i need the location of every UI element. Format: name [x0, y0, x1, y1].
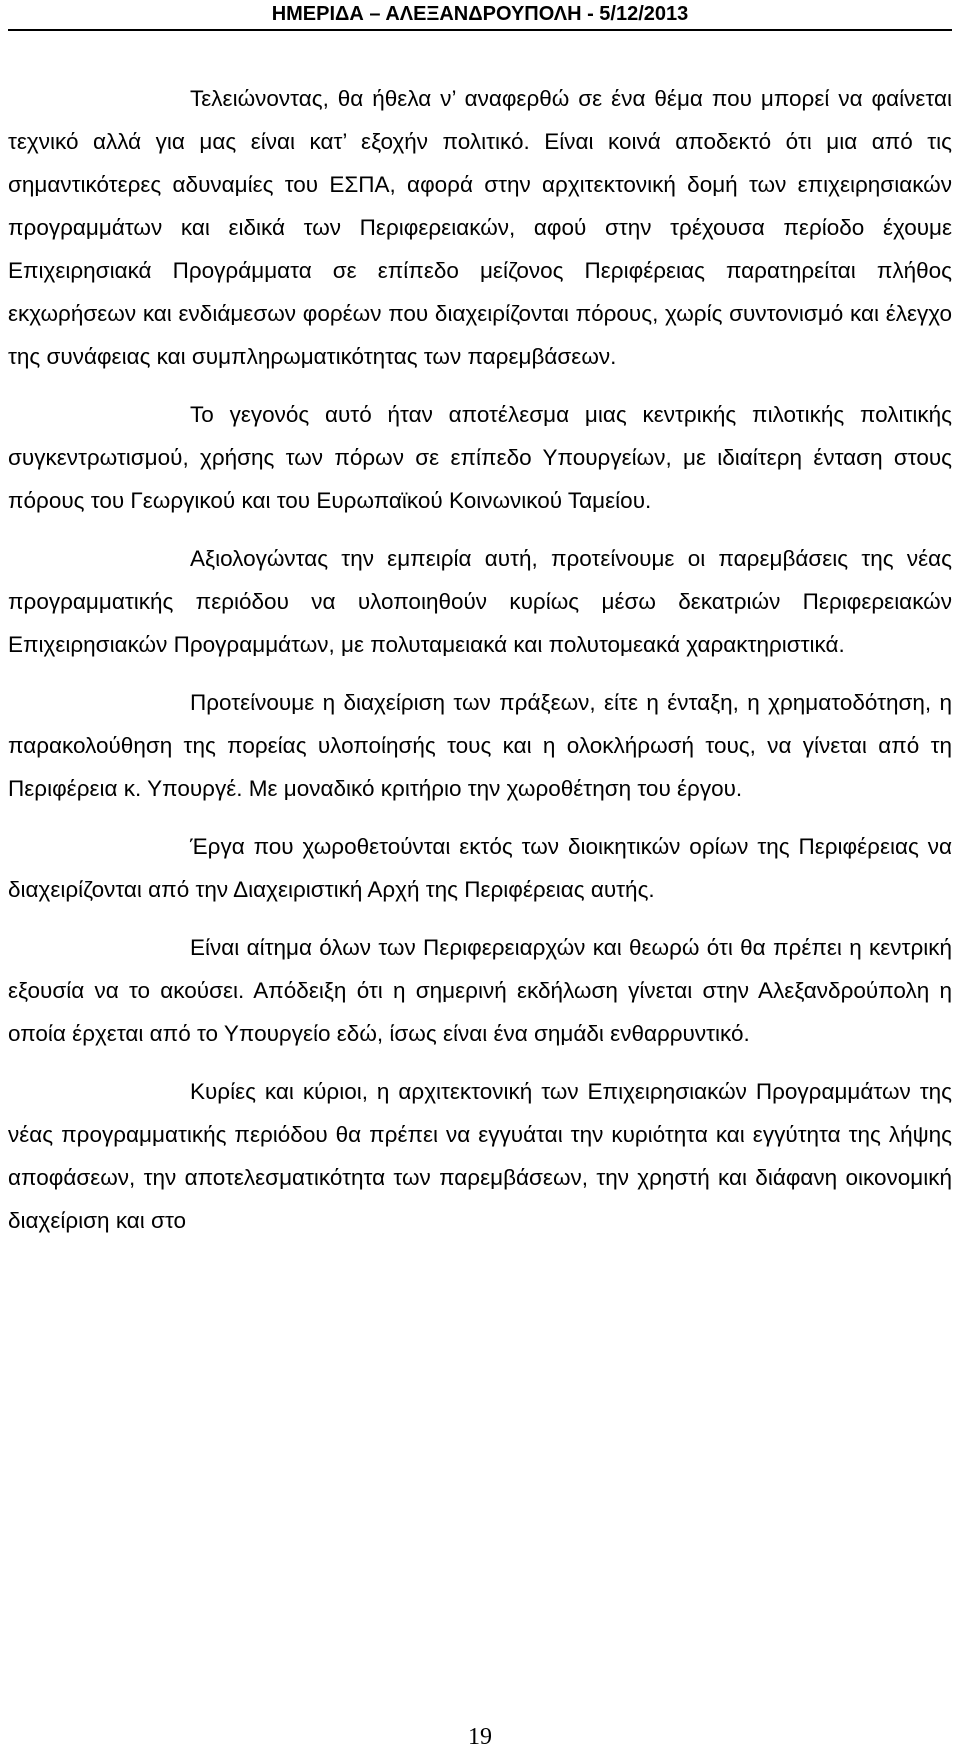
paragraph: Έργα που χωροθετούνται εκτός των διοικητικών ορίων της Περιφέρειας να διαχειρίζονται από την Διαχειριστική Αρχή της Περιφέρειας αυτής.: [8, 834, 952, 902]
document-body: [8, 77, 952, 1257]
paragraph: Αξιολογώντας την εμπειρία αυτή, προτείνουμε οι παρεμβάσεις της νέας προγραμματικής περιόδου να υλοποιηθούν κυρίως μέσω δεκατριών Περιφερειακών Επιχειρησιακών Προγραμμάτων, με πολυταμειακά και πολυτομεακά χαρακτηριστικά.: [8, 546, 952, 657]
header-title: ΗΜΕΡΙΔΑ – ΑΛΕΞΑΝΔΡΟΥΠΟΛΗ - 5/12/2013: [271, 3, 689, 25]
page-number: 19: [468, 1724, 492, 1750]
page-header: [8, 0, 952, 30]
header-divider: [8, 29, 952, 31]
paragraph: Κυρίες και κύριοι, η αρχιτεκτονική των Επιχειρησιακών Προγραμμάτων της νέας προγραμματικής περιόδου θα πρέπει να εγγυάται την κυριότητα και εγγύτητα της λήψης αποφάσεων, την αποτελεσματικότητα των παρεμβάσεων, την χρηστή και διάφανη οικονομική διαχείριση και στο: [8, 1079, 952, 1233]
paragraph: Είναι αίτημα όλων των Περιφερειαρχών και θεωρώ ότι θα πρέπει η κεντρική εξουσία να το ακούσει. Απόδειξη ότι η σημερινή εκδήλωση γίνεται στην Αλεξανδρούπολη η οποία έρχεται από το Υπουργείο εδώ, ίσως είναι ένα σημάδι ενθαρρυντικό.: [8, 935, 952, 1046]
paragraph: Το γεγονός αυτό ήταν αποτέλεσμα μιας κεντρικής πιλοτικής πολιτικής συγκεντρωτισμού, χρήσης των πόρων σε επίπεδο Υπουργείων, με ιδιαίτερη ένταση στους πόρους του Γεωργικού και του Ευρωπαϊκού Κοινωνικού Ταμείου.: [8, 402, 952, 513]
paragraph: Προτείνουμε η διαχείριση των πράξεων, είτε η ένταξη, η χρηματοδότηση, η παρακολούθηση της πορείας υλοποίησής τους και η ολοκλήρωσή τους, να γίνεται από τη Περιφέρεια κ. Υπουργέ. Με μοναδικό κριτήριο την χωροθέτηση του έργου.: [8, 690, 952, 801]
paragraph: Τελειώνοντας, θα ήθελα ν’ αναφερθώ σε ένα θέμα που μπορεί να φαίνεται τεχνικό αλλά για μας είναι κατ’ εξοχήν πολιτικό. Είναι κοινά αποδεκτό ότι μια από τις σημαντικότερες αδυναμίες του ΕΣΠΑ, αφορά στην αρχιτεκτονική δομή των επιχειρησιακών προγραμμάτων και ειδικά των Περιφερειακών, αφού στην τρέχουσα περίοδο έχουμε Επιχειρησιακά Προγράμματα σε επίπεδο μείζονος Περιφέρειας παρατηρείται πλήθος εκχωρήσεων και ενδιάμεσων φορέων που διαχειρίζονται πόρους, χωρίς συντονισμό και έλεγχο της συνάφειας και συμπληρωματικότητας των παρεμβάσεων.: [8, 86, 952, 369]
